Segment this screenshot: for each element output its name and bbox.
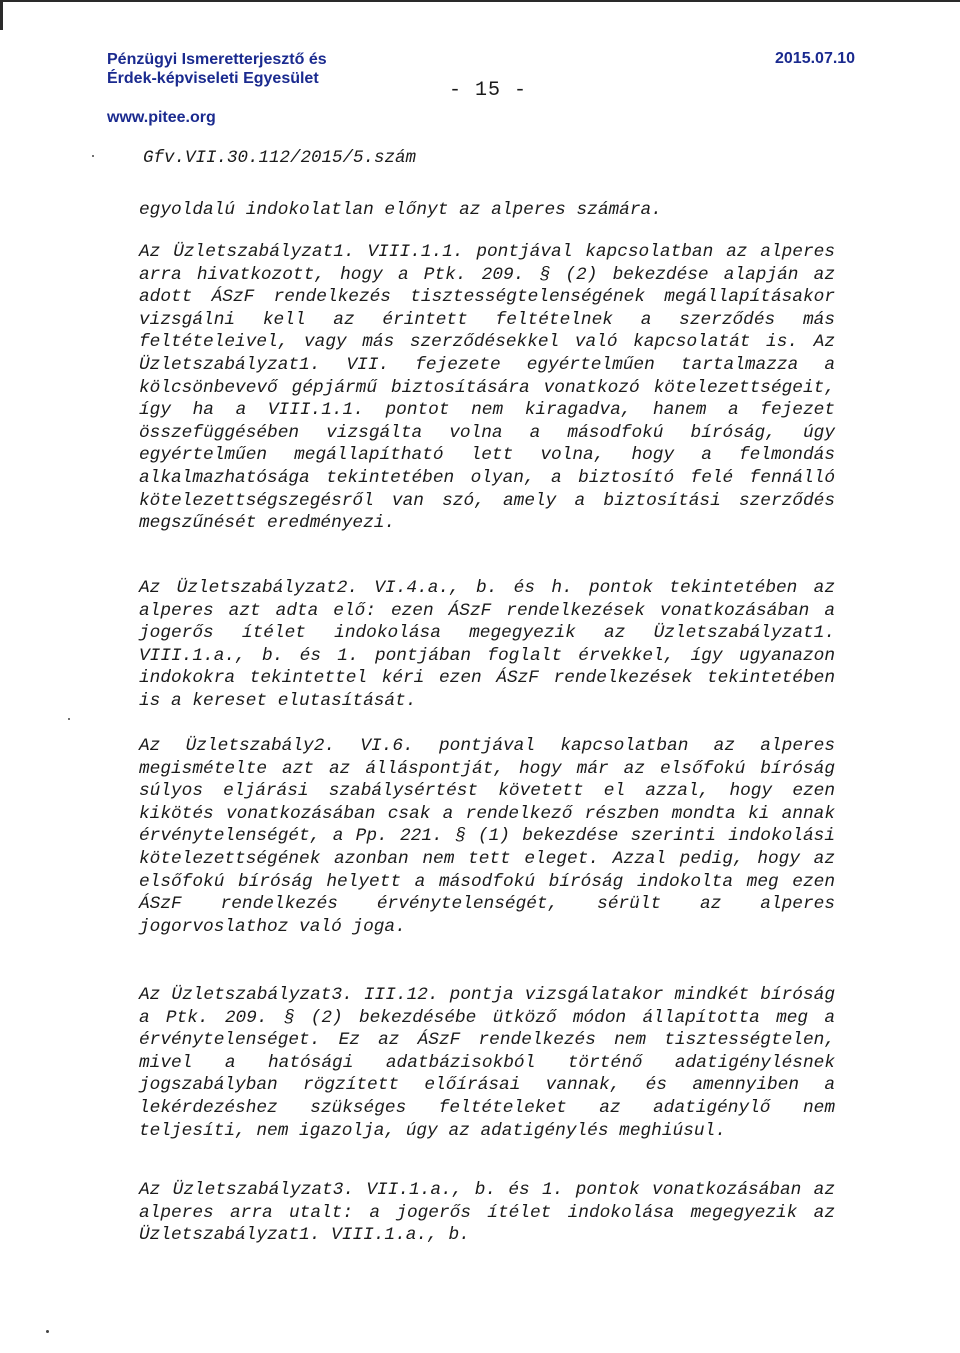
scan-speck	[92, 155, 94, 157]
document-reference: Gfv.VII.30.112/2015/5.szám	[143, 148, 417, 168]
paragraph: Az Üzletszabályzat2. VI.4.a., b. és h. pontok tekintetében az alperes azt adta elő: ezen ÁSzF rendelkezések vonatkozásában a jogerős ítélet indokolása megegyezik az Üzletszabályzat1. VIII.1.a., b. és 1. pontjában foglalt érvekkel, így ugyanazon indokokra tekintettel kéri ezen ÁSzF rendelkezések tekintetében is a kereset elutasítását.	[139, 578, 835, 711]
page-number: - 15 -	[449, 79, 528, 102]
scan-speck	[46, 1330, 49, 1333]
header-date: 2015.07.10	[775, 50, 856, 67]
paragraph: Az Üzletszabály2. VI.6. pontjával kapcsolatban az alperes megismételte azt az álláspontját, hogy már az elsőfokú bíróság súlyos eljárási szabálysértést követett el azzal, hogy ezen kikötés vonatkozásában csak a rendelkező részben mondta ki annak érvénytelenségét, a Pp. 221. § (1) bekezdése szerinti indokolási kötelezettségének azonban nem tett eleget. Azzal pedig, hogy az elsőfokú bíróság helyett a másodfokú bíróság indokolta meg ezen ÁSzF rendelkezés érvénytelenségét, sérült az alperes jogorvoslathoz való joga.	[139, 736, 835, 937]
organization-url: www.pitee.org	[107, 109, 216, 126]
header-organization	[107, 50, 327, 88]
organization-name-line1: Pénzügyi Ismeretterjesztő és	[107, 51, 327, 68]
paragraph: Az Üzletszabályzat1. VIII.1.1. pontjával kapcsolatban az alperes arra hivatkozott, hogy a Ptk. 209. § (2) bekezdése alapján az adott ÁSzF rendelkezés tisztességtelenségének megállapításakor vizsgálni kell az érintett feltételnek a szerződés más feltételeivel, vagy más szerződésekkel való kapcsolatát is. Az Üzletszabályzat1. VII. fejezete egyértelműen tartalmazza a kölcsönbevevő gépjármű biztosítására vonatkozó kötelezettségeit, így ha a VIII.1.1. pontot nem kiragadva, hanem a fejezet összefüggésében vizsgálta volna a másodfokú bíróság, úgy egyértelműen megállapítható lett volna, hogy a felmondás alkalmazhatósága tekintetében olyan, a biztosító felé fennálló kötelezettségszegésről van szó, amely a biztosítási szerződés megszűnését eredményezi.	[139, 242, 835, 534]
paragraph: Az Üzletszabályzat3. III.12. pontja vizsgálatakor mindkét bíróság a Ptk. 209. § (2) bekezdésébe ütköző módon állapította meg a érvénytelenséget. Ez az ÁSzF rendelkezés nem tisztességtelen, mivel a hatósági adatbázisokból történő adatigénylésnek jogszabályban rögzített előírásai vannak, és amennyiben a lekérdezéshez szükséges feltételeket az adatigénylő nem teljesíti, nem igazolja, úgy az adatigénylés meghiúsul.	[139, 985, 835, 1141]
paragraph: egyoldalú indokolatlan előnyt az alperes számára.	[139, 200, 662, 220]
paragraph: Az Üzletszabályzat3. VII.1.a., b. és 1. pontok vonatkozásában az alperes arra utalt: a jogerős ítélet indokolása megegyezik az Üzletszabályzat1. VIII.1.a., b.	[139, 1180, 835, 1246]
scan-border-left	[0, 0, 3, 30]
organization-name-line2: Érdek-képviseleti Egyesület	[107, 70, 319, 87]
scan-border-top	[0, 0, 960, 2]
scan-speck	[68, 718, 70, 720]
